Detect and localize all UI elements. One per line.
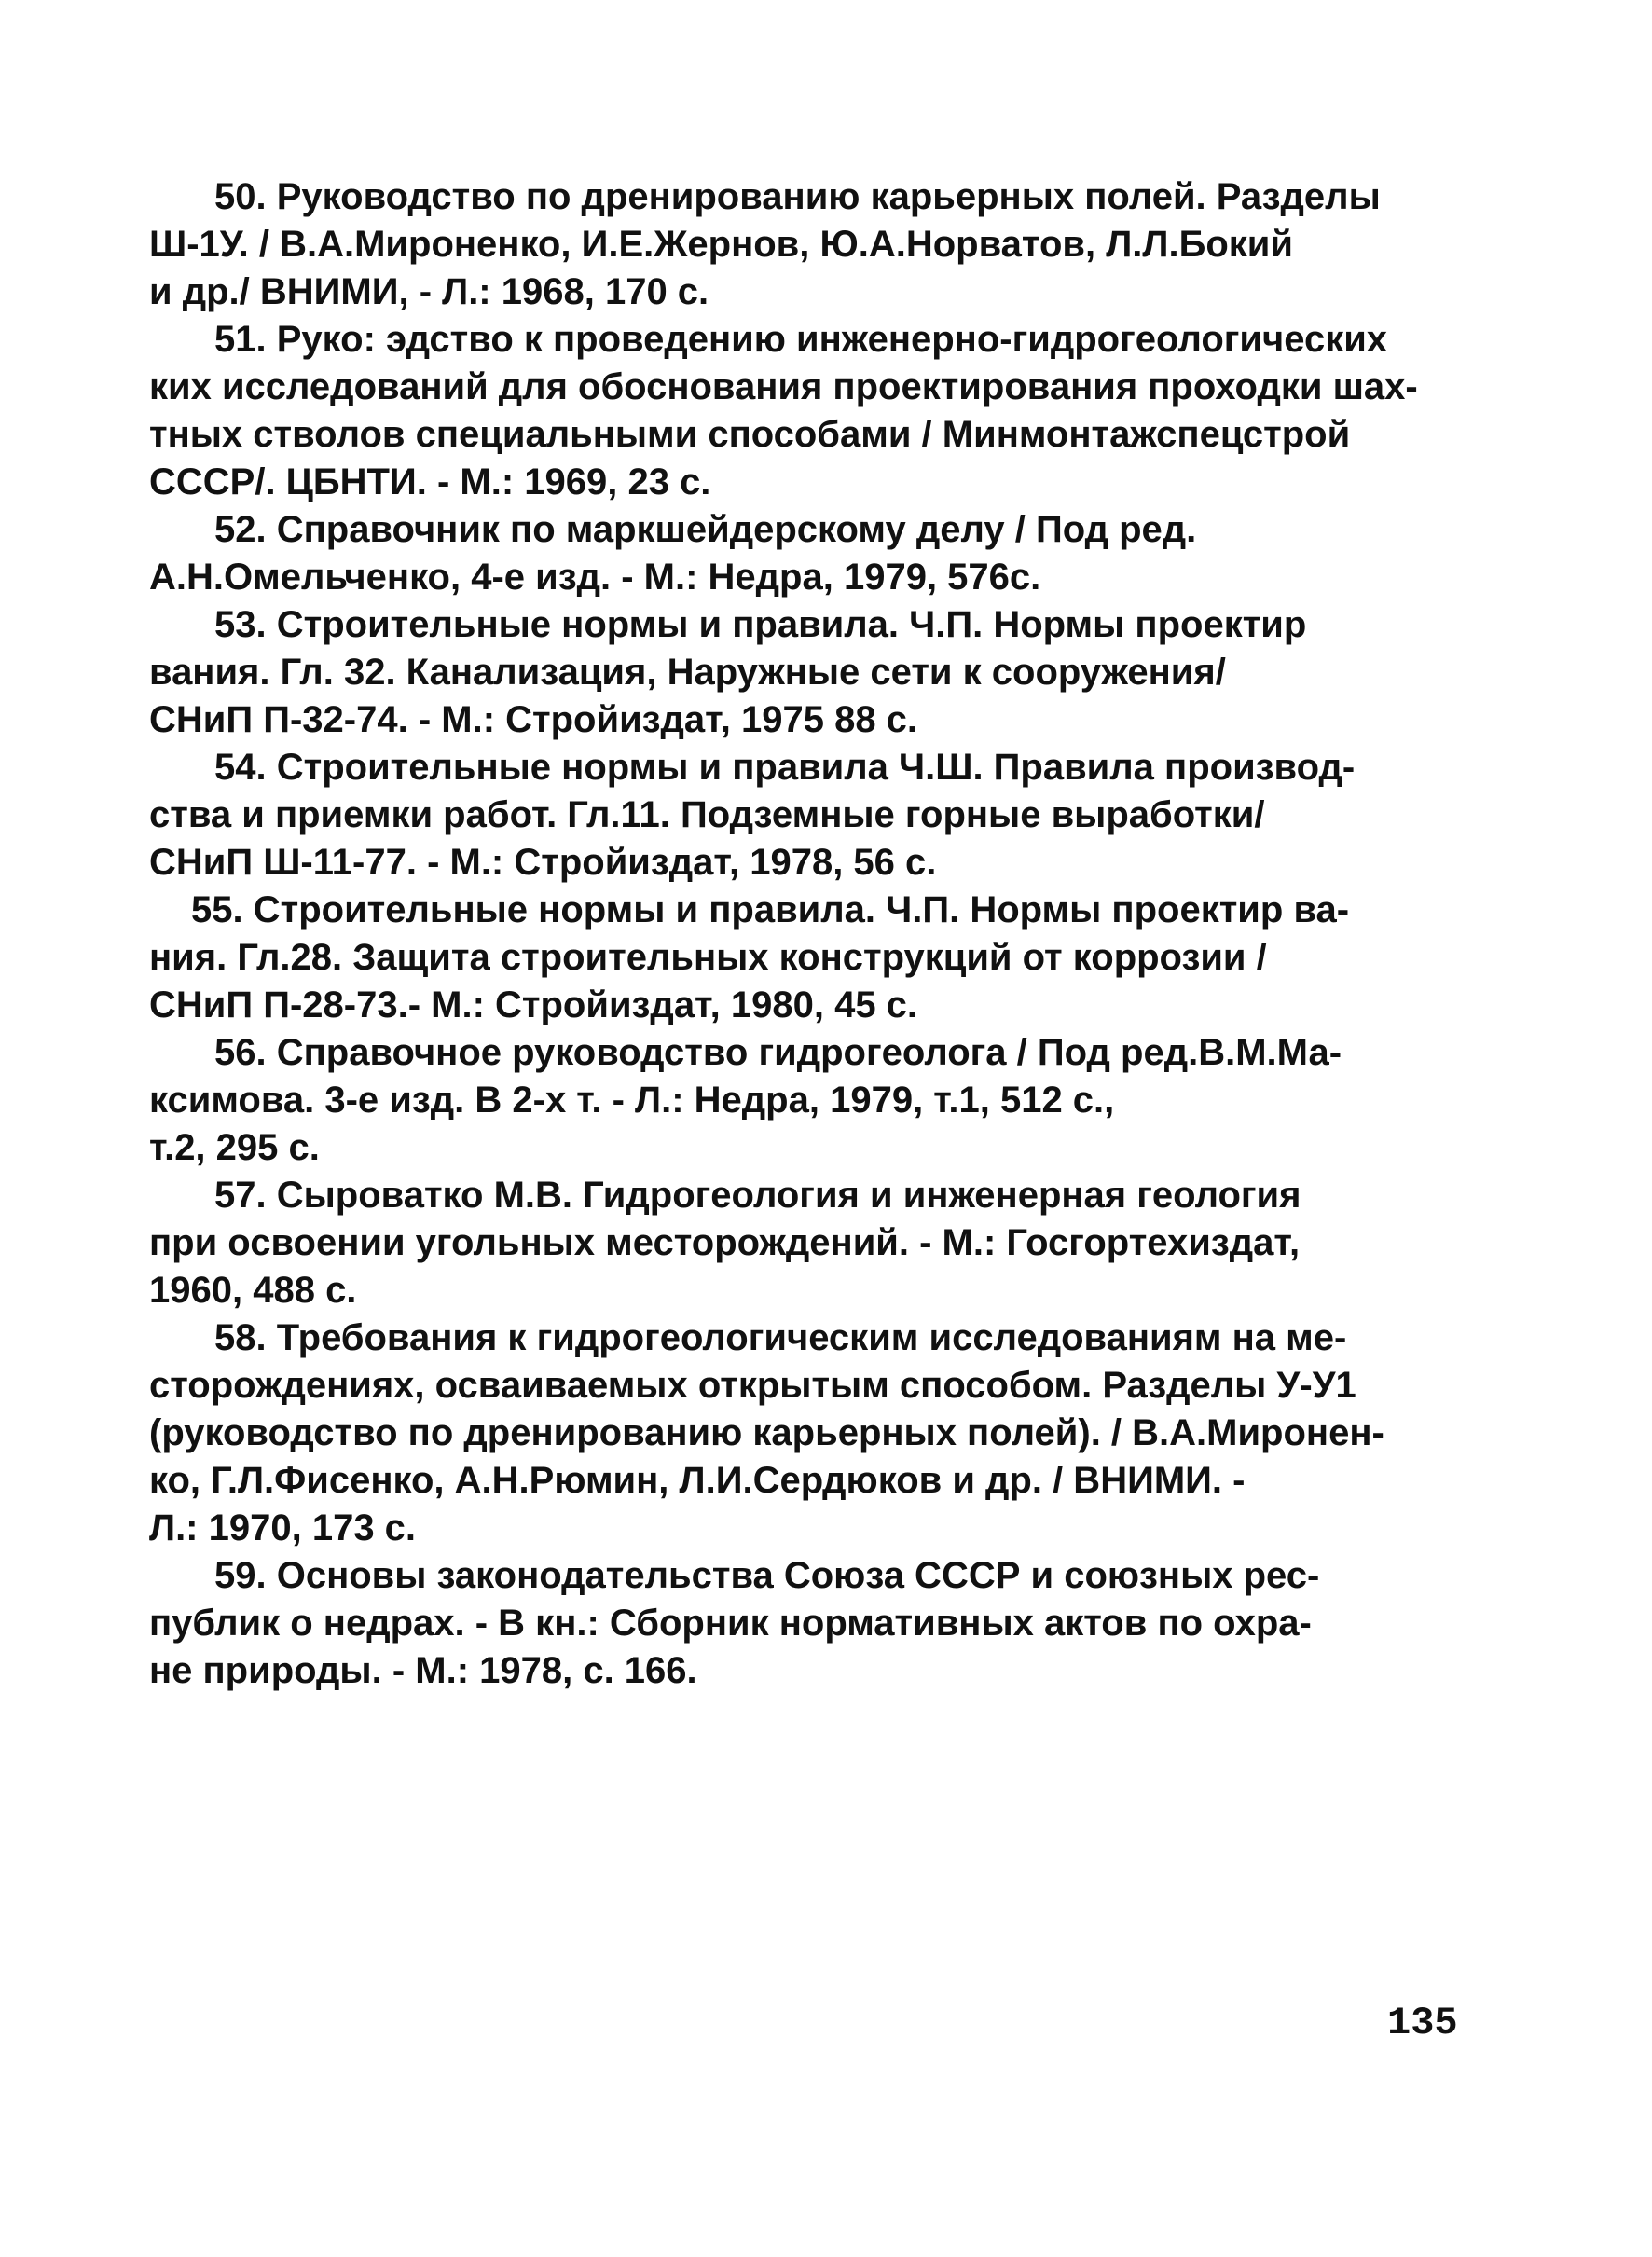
reference-line: 1960, 488 с. [149, 1270, 357, 1311]
reference-line: ния. Гл.28. Защита строительных конструкций от коррозии / [149, 937, 1267, 978]
reference-line: СССР/. ЦБНТИ. - М.: 1969, 23 с. [149, 461, 711, 502]
reference-line: 59. Основы законодательства Союза СССР и союзных рес- [214, 1555, 1320, 1596]
reference-entry-50 [149, 173, 1473, 316]
reference-line: Ш-1У. / В.А.Мироненко, И.Е.Жернов, Ю.А.Норватов, Л.Л.Бокий [149, 224, 1293, 265]
reference-line: 58. Требования к гидрогеологическим исследованиям на ме- [214, 1317, 1347, 1358]
reference-line: А.Н.Омельченко, 4-е изд. - М.: Недра, 1979, 576с. [149, 557, 1041, 598]
reference-line: ства и приемки работ. Гл.11. Подземные горные выработки/ [149, 794, 1265, 835]
reference-entry-57 [149, 1172, 1473, 1314]
reference-line: при освоении угольных месторождений. - М.: Госгортехиздат, [149, 1222, 1301, 1263]
reference-line: СНиП П-28-73.- М.: Стройиздат, 1980, 45 с. [149, 984, 918, 1025]
reference-line: не природы. - М.: 1978, с. 166. [149, 1650, 697, 1691]
reference-line: Л.: 1970, 173 с. [149, 1507, 417, 1548]
reference-line: ко, Г.Л.Фисенко, А.Н.Рюмин, Л.И.Сердюков и др. / ВНИМИ. - [149, 1460, 1246, 1501]
reference-entry-51 [149, 316, 1473, 506]
reference-list [149, 173, 1473, 1695]
reference-line: тных стволов специальными способами / Минмонтажспецстрой [149, 414, 1351, 455]
reference-line: 56. Справочное руководство гидрогеолога / Под ред.В.М.Ма- [214, 1032, 1342, 1073]
reference-line: ких исследований для обоснования проектирования проходки шах- [149, 366, 1418, 407]
reference-line: СНиП П-32-74. - М.: Стройиздат, 1975 88 с. [149, 699, 918, 740]
reference-entry-55 [149, 887, 1473, 1029]
reference-line: и др./ ВНИМИ, - Л.: 1968, 170 с. [149, 271, 709, 312]
reference-line: т.2, 295 с. [149, 1127, 320, 1168]
reference-line: сторождениях, осваиваемых открытым способом. Разделы У-У1 [149, 1365, 1356, 1406]
reference-line: 53. Строительные нормы и правила. Ч.П. Нормы проектир [214, 604, 1307, 645]
reference-line: вания. Гл. 32. Канализация, Наружные сети к сооружения/ [149, 652, 1226, 693]
reference-line: 50. Руководство по дренированию карьерных полей. Разделы [214, 176, 1381, 217]
page-number: 135 [1387, 2001, 1458, 2045]
reference-line: (руководство по дренированию карьерных полей). / В.А.Миронен- [149, 1412, 1384, 1453]
reference-entry-53 [149, 601, 1473, 744]
reference-entry-59 [149, 1552, 1473, 1695]
reference-entry-56 [149, 1029, 1473, 1172]
reference-entry-52 [149, 506, 1473, 601]
reference-line: 51. Руко: эдство к проведению инженерно-гидрогеологических [214, 319, 1388, 360]
reference-line: 52. Справочник по маркшейдерскому делу / Под ред. [214, 509, 1197, 550]
reference-line: 57. Сыроватко М.В. Гидрогеология и инженерная геология [214, 1175, 1301, 1216]
reference-line: ксимова. 3-е изд. В 2-х т. - Л.: Недра, 1979, т.1, 512 с., [149, 1080, 1115, 1121]
reference-line: 54. Строительные нормы и правила Ч.Ш. Правила производ- [214, 747, 1356, 788]
reference-line: СНиП Ш-11-77. - М.: Стройиздат, 1978, 56 с. [149, 842, 937, 883]
reference-line: 55. Строительные нормы и правила. Ч.П. Нормы проектир ва- [191, 889, 1350, 930]
reference-entry-54 [149, 744, 1473, 887]
reference-line: публик о недрах. - В кн.: Сборник нормативных актов по охра- [149, 1603, 1312, 1644]
reference-entry-58 [149, 1314, 1473, 1552]
